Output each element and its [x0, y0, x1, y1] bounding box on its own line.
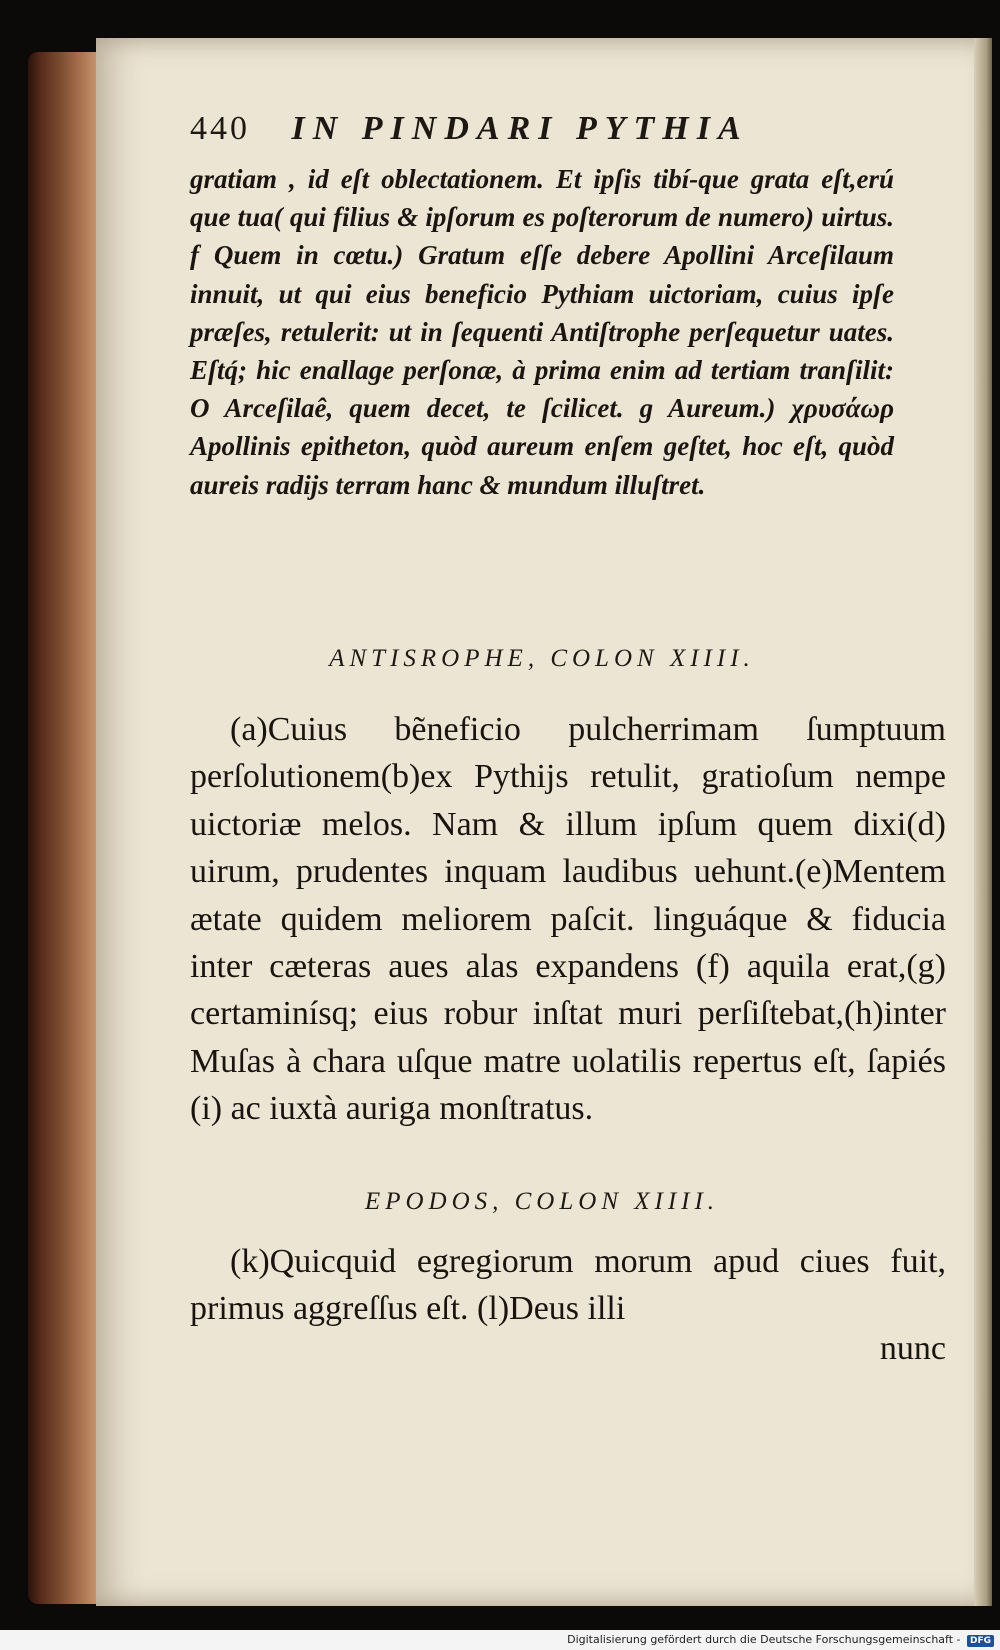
footer-credit — [567, 1633, 994, 1647]
commentary-block — [190, 160, 894, 504]
antistrophe-heading: ANTISROPHE, COLON XIIII. — [329, 645, 755, 672]
epodos-text-block — [190, 1238, 946, 1333]
book-edge — [28, 52, 98, 1604]
epodos-text: (k)Quicquid egregiorum morum apud ciues fuit, primus aggreſſus eſt. (l)Deus illi — [190, 1243, 946, 1328]
running-head — [190, 110, 890, 148]
footer-bar — [0, 1630, 1000, 1650]
antistrophe-text-block — [190, 706, 946, 1133]
dfg-logo-icon: DFG — [967, 1635, 994, 1647]
running-title: IN PINDARI PYTHIA — [291, 110, 749, 147]
page-number: 440 — [190, 110, 250, 147]
commentary-text: gratiam , id eſt oblectationem. Et ipſis tibí-que grata eſt,erú que tua( qui filius & ipſorum es poſterorum de numero) uirtus. f Quem in cœtu.) Gratum eſſe debere Apollini Arceſilaum innuit, ut qui eius beneficio Pythiam uictoriam, cuius ipſe præſes, retulerit: ut in ſequenti Antiſtrophe perſequetur uates. Eſtq́; hic enallage perſonæ, à prima enim ad tertiam tranſilit: O Arceſilaê, quem decet, te ſcilicet. g Aureum.) χρυσάωρ Apollinis epitheton, quòd aureum enſem geſtet, hoc eſt, quòd aureis radijs terram hanc & mundum illuſtret. — [190, 164, 894, 500]
page-edge-shadow — [974, 38, 992, 1606]
antistrophe-text: (a)Cuius bẽneficio pulcherrimam ſumptuum perſolutionem(b)ex Pythijs retulit, gratioſum nempe uictoriæ melos. Nam & illum ipſum quem dixi(d) uirum, prudentes inquam laudibus uehunt.(e)Mentem ætate quidem meliorem paſcit. linguáque & fiducia inter cæteras aues alas expandens (f) aquila erat,(g) certaminísq; eius robur inſtat muri perſiſtebat,(h)inter Muſas à chara uſque matre uolatilis repertus eſt, ſapiés (i) ac iuxtà auriga monſtratus. — [190, 711, 946, 1128]
catchword: nunc — [879, 1330, 946, 1367]
footer-credit-text: Digitalisierung gefördert durch die Deutsche Forschungsgemeinschaft - — [567, 1633, 961, 1646]
epodos-heading: EPODOS, COLON XIIII. — [364, 1188, 720, 1215]
